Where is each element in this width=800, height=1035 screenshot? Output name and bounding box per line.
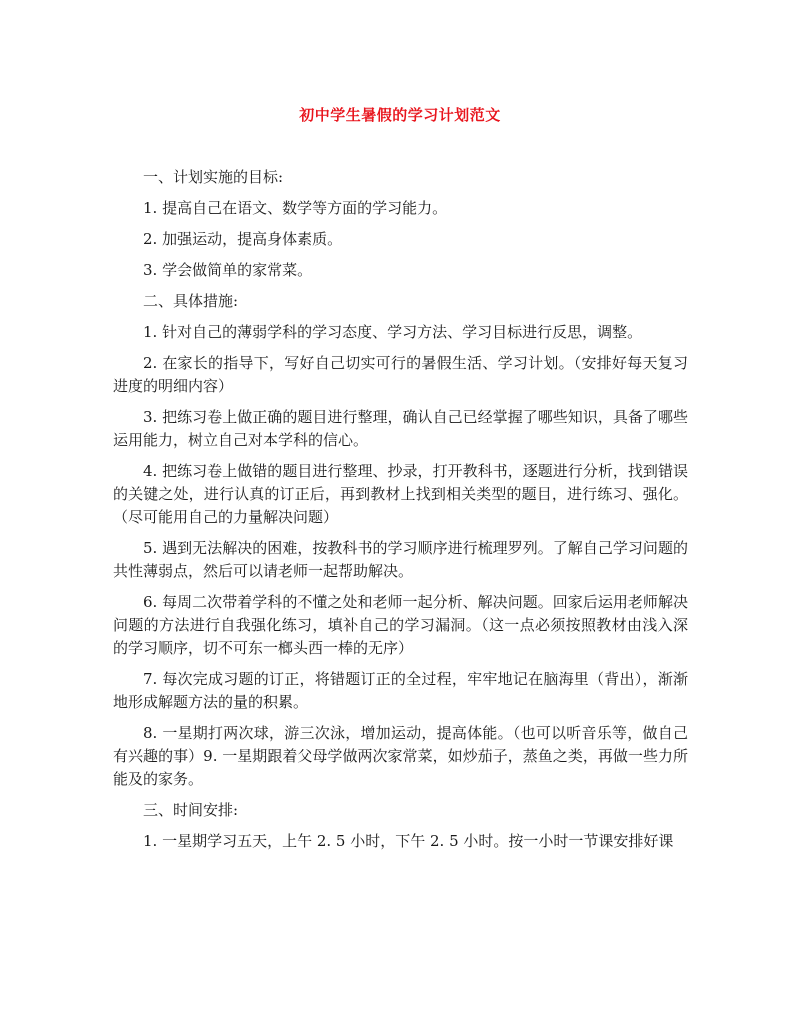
- section-heading-measures: 二、具体措施:: [143, 292, 239, 310]
- paragraph: 3. 学会做简单的家常菜。: [143, 261, 313, 279]
- paragraph: 5. 遇到无法解决的困难，按教科书的学习顺序进行梳理罗列。了解自己学习问题的共性薄弱点，然后可以请老师一起帮助解决。: [113, 539, 688, 580]
- paragraph: 6. 每周二次带着学科的不懂之处和老师一起分析、解决问题。回家后运用老师解决问题的方法进行自我强化练习，填补自己的学习漏洞。（这一点必须按照教材由浅入深的学习顺序，切不可东一榔头西一棒的无序）: [113, 593, 688, 657]
- paragraph: 1. 一星期学习五天，上午 2. 5 小时，下午 2. 5 小时。按一小时一节课安排好课: [143, 832, 674, 850]
- paragraph: 2. 加强运动，提高身体素质。: [143, 230, 343, 248]
- section-heading-goals: 一、计划实施的目标:: [143, 168, 284, 186]
- paragraph: 3. 把练习卷上做正确的题目进行整理，确认自己已经掌握了哪些知识，具备了哪些运用能力，树立自己对本学科的信心。: [113, 408, 688, 449]
- document-title: 初中学生暑假的学习计划范文: [299, 106, 501, 124]
- paragraph: 7. 每次完成习题的订正，将错题订正的全过程，牢牢地记在脑海里（背出），渐渐地形成解题方法的量的积累。: [113, 670, 688, 711]
- paragraph: 1. 提高自己在语文、数学等方面的学习能力。: [143, 199, 448, 217]
- section-heading-schedule: 三、时间安排:: [143, 801, 239, 819]
- paragraph: 8. 一星期打两次球，游三次泳，增加运动，提高体能。（也可以听音乐等，做自己有兴趣的事）9. 一星期跟着父母学做两次家常菜，如炒茄子，蒸鱼之类，再做一些力所能及的家务。: [113, 724, 688, 788]
- paragraph: 2. 在家长的指导下，写好自己切实可行的暑假生活、学习计划。（安排好每天复习进度的明细内容）: [113, 354, 688, 395]
- paragraph: 4. 把练习卷上做错的题目进行整理、抄录，打开教科书，逐题进行分析，找到错误的关键之处，进行认真的订正后，再到教材上找到相关类型的题目，进行练习、强化。（尽可能用自己的力量解决问题）: [113, 462, 688, 526]
- paragraph: 1. 针对自己的薄弱学科的学习态度、学习方法、学习目标进行反思，调整。: [143, 323, 643, 341]
- document-body: [113, 166, 688, 861]
